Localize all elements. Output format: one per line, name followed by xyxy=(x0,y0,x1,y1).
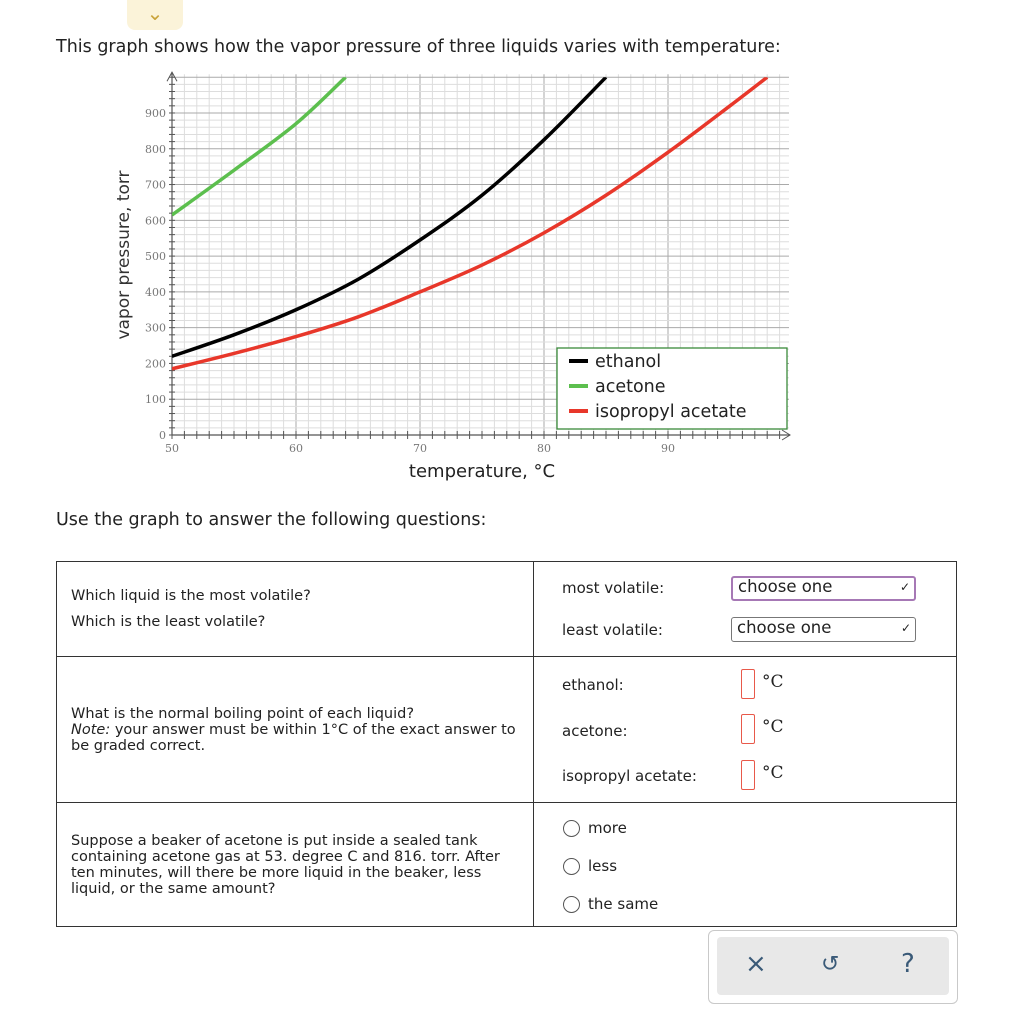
question-most-volatile: Which liquid is the most volatile? xyxy=(71,588,311,604)
option-same: the same xyxy=(588,895,659,913)
x-tick-label: 60 xyxy=(289,442,303,455)
y-tick-label: 400 xyxy=(145,285,166,299)
note-label: Note: xyxy=(71,721,111,738)
question-boiling xyxy=(57,657,534,803)
undo-icon[interactable]: ↺ xyxy=(821,952,840,977)
y-axis-label: vapor pressure, torr xyxy=(114,170,134,340)
clear-icon[interactable]: × xyxy=(745,949,767,979)
isopropyl-acetate-bp-input[interactable] xyxy=(741,760,755,790)
most-volatile-value: choose one xyxy=(738,577,833,596)
x-tick-label: 70 xyxy=(413,442,427,455)
y-tick-label: 800 xyxy=(145,142,166,156)
x-tick-label: 80 xyxy=(537,442,551,455)
intro-text: This graph shows how the vapor pressure of three liquids varies with temperature: xyxy=(56,37,781,57)
ethanol-unit: °C xyxy=(762,672,784,692)
chevron-down-icon: ✓ xyxy=(899,580,910,594)
least-volatile-label: least volatile: xyxy=(562,621,663,639)
x-tick-label: 90 xyxy=(661,442,675,455)
series-line-ethanol xyxy=(172,77,606,356)
legend xyxy=(557,348,787,429)
ethanol-label: ethanol: xyxy=(562,676,624,694)
y-tick-label: 700 xyxy=(145,178,166,192)
most-volatile-label: most volatile: xyxy=(562,579,665,597)
question-tank-text: Suppose a beaker of acetone is put inside a sealed tank containing acetone gas at 53. degree C and 816. torr. After ten minutes, will there be more liquid in the beaker, less liquid, or the same amount? xyxy=(71,832,500,897)
y-tick-label: 0 xyxy=(159,429,166,442)
answer-toolbar xyxy=(708,930,958,1004)
chevron-down-icon: ⌄ xyxy=(146,1,164,25)
legend-label: isopropyl acetate xyxy=(595,402,747,422)
help-icon[interactable]: ? xyxy=(901,949,915,979)
least-volatile-select[interactable] xyxy=(731,617,916,642)
y-tick-label: 500 xyxy=(145,250,166,264)
toolbar-inner xyxy=(717,937,949,995)
chevron-down-icon: ✓ xyxy=(900,621,911,635)
acetone-label: acetone: xyxy=(562,722,628,740)
vapor-pressure-chart xyxy=(0,0,1013,500)
x-tick-label: 50 xyxy=(165,442,179,455)
y-tick-label: 300 xyxy=(145,321,166,335)
legend-label: acetone xyxy=(595,377,666,397)
legend-label: ethanol xyxy=(595,352,662,372)
isopropyl-acetate-unit: °C xyxy=(762,763,784,783)
question-tank xyxy=(57,803,534,927)
question-least-volatile: Which is the least volatile? xyxy=(71,614,266,630)
note-text xyxy=(71,722,519,754)
questions-table xyxy=(56,561,957,927)
ethanol-bp-input[interactable] xyxy=(741,669,755,699)
acetone-unit: °C xyxy=(762,717,784,737)
radio-more[interactable] xyxy=(563,820,580,837)
y-tick-label: 900 xyxy=(145,106,166,120)
y-tick-label: 100 xyxy=(145,393,166,407)
y-tick-label: 200 xyxy=(145,357,166,371)
radio-same[interactable] xyxy=(563,896,580,913)
isopropyl-acetate-label: isopropyl acetate: xyxy=(562,767,697,785)
y-tick-label: 600 xyxy=(145,214,166,228)
option-more: more xyxy=(588,819,627,837)
note-body: your answer must be within 1°C of the exact answer to be graded correct. xyxy=(71,721,516,754)
question-volatility xyxy=(57,562,534,657)
instruction-text: Use the graph to answer the following questions: xyxy=(56,510,487,530)
radio-less[interactable] xyxy=(563,858,580,875)
x-axis-label: temperature, °C xyxy=(408,461,556,482)
question-boiling-point: What is the normal boiling point of each liquid? xyxy=(71,705,415,722)
acetone-bp-input[interactable] xyxy=(741,714,755,744)
most-volatile-select[interactable] xyxy=(731,576,916,601)
least-volatile-value: choose one xyxy=(737,618,832,637)
option-less: less xyxy=(588,857,618,875)
